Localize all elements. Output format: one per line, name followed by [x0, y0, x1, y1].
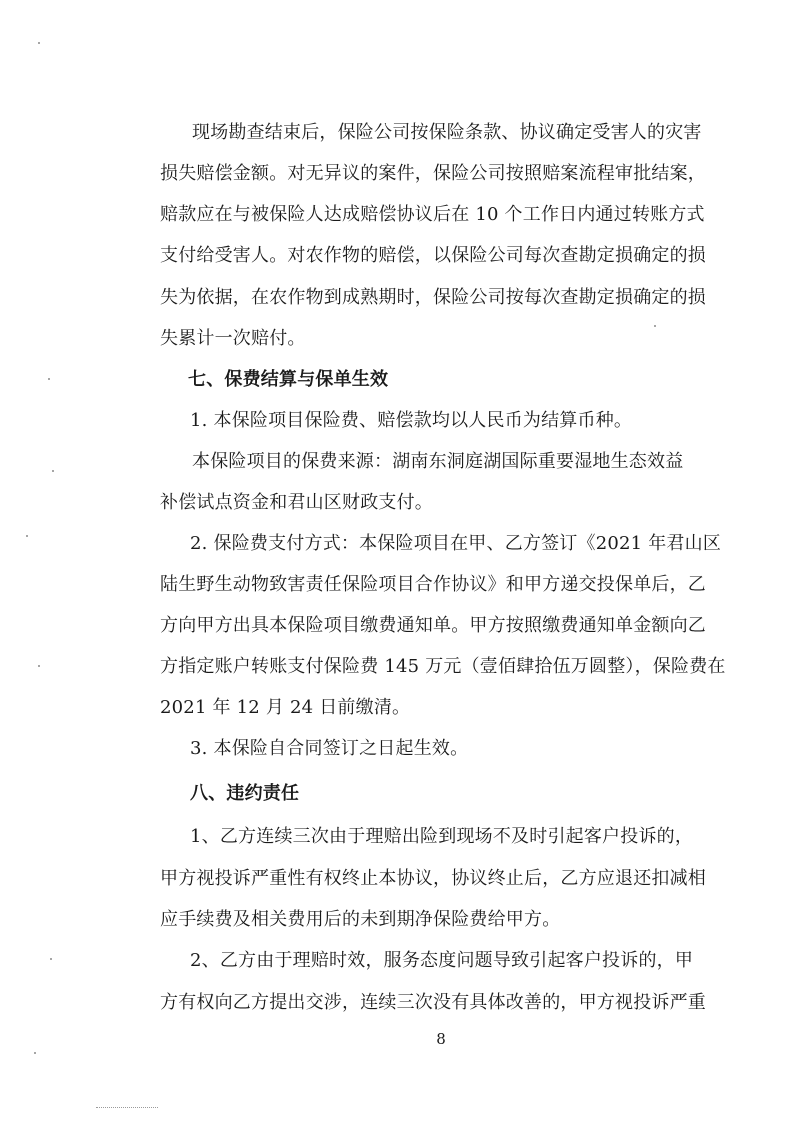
clause-item-3: 3. 本保险自合同签订之日起生效。 — [190, 738, 469, 759]
scan-speck — [38, 665, 40, 667]
clause-item-1: 1. 本保险项目保险费、赔偿款均以人民币为结算币种。 — [190, 410, 633, 431]
paragraph-line: 方指定账户转账支付保险费 145 万元（壹佰肆拾伍万圆整），保险费在 — [160, 656, 726, 677]
paragraph-line: 2021 年 12 月 24 日前缴清。 — [160, 697, 411, 718]
breach-item-2: 2、乙方由于理赔时效，服务态度问题导致引起客户投诉的，甲 — [190, 950, 694, 971]
paragraph-line: 应手续费及相关费用后的未到期净保险费给甲方。 — [160, 909, 561, 930]
scan-dotted-line — [96, 1106, 158, 1108]
scan-speck — [654, 325, 656, 327]
page-number: 8 — [436, 1030, 446, 1048]
scan-speck — [52, 470, 54, 472]
paragraph-line: 损失赔偿金额。对无异议的案件，保险公司按照赔案流程审批结案， — [160, 163, 706, 184]
scan-speck — [48, 378, 50, 380]
paragraph-line: 陆生野生动物致害责任保险项目合作协议》和甲方递交投保单后，乙 — [160, 574, 706, 595]
paragraph-line: 现场勘查结束后，保险公司按保险条款、协议确定受害人的灾害 — [192, 122, 702, 143]
scan-speck — [38, 42, 40, 44]
scan-speck — [50, 958, 52, 960]
paragraph-line: 甲方视投诉严重性有权终止本协议，协议终止后，乙方应退还扣减相 — [160, 868, 706, 889]
paragraph-line: 方有权向乙方提出交涉，连续三次没有具体改善的，甲方视投诉严重 — [160, 992, 706, 1013]
paragraph-line: 赔款应在与被保险人达成赔偿协议后在 10 个工作日内通过转账方式 — [160, 204, 705, 225]
paragraph-line: 失累计一次赔付。 — [160, 328, 306, 349]
clause-item-2: 2. 保险费支付方式：本保险项目在甲、乙方签订《2021 年君山区 — [190, 533, 722, 554]
scan-speck — [34, 1052, 36, 1054]
paragraph-line: 本保险项目的保费来源：湖南东洞庭湖国际重要湿地生态效益 — [192, 451, 684, 472]
paragraph-line: 补偿试点资金和君山区财政支付。 — [160, 492, 433, 513]
paragraph-line: 方向甲方出具本保险项目缴费通知单。甲方按照缴费通知单金额向乙 — [160, 615, 706, 636]
section-heading-seven: 七、保费结算与保单生效 — [188, 369, 389, 390]
breach-item-1: 1、乙方连续三次由于理赔出险到现场不及时引起客户投诉的， — [190, 826, 694, 847]
paragraph-line: 失为依据，在农作物到成熟期时，保险公司按每次查勘定损确定的损 — [160, 287, 706, 308]
scan-speck — [26, 535, 28, 537]
paragraph-line: 支付给受害人。对农作物的赔偿，以保险公司每次查勘定损确定的损 — [160, 245, 706, 266]
section-heading-eight: 八、违约责任 — [190, 783, 300, 804]
